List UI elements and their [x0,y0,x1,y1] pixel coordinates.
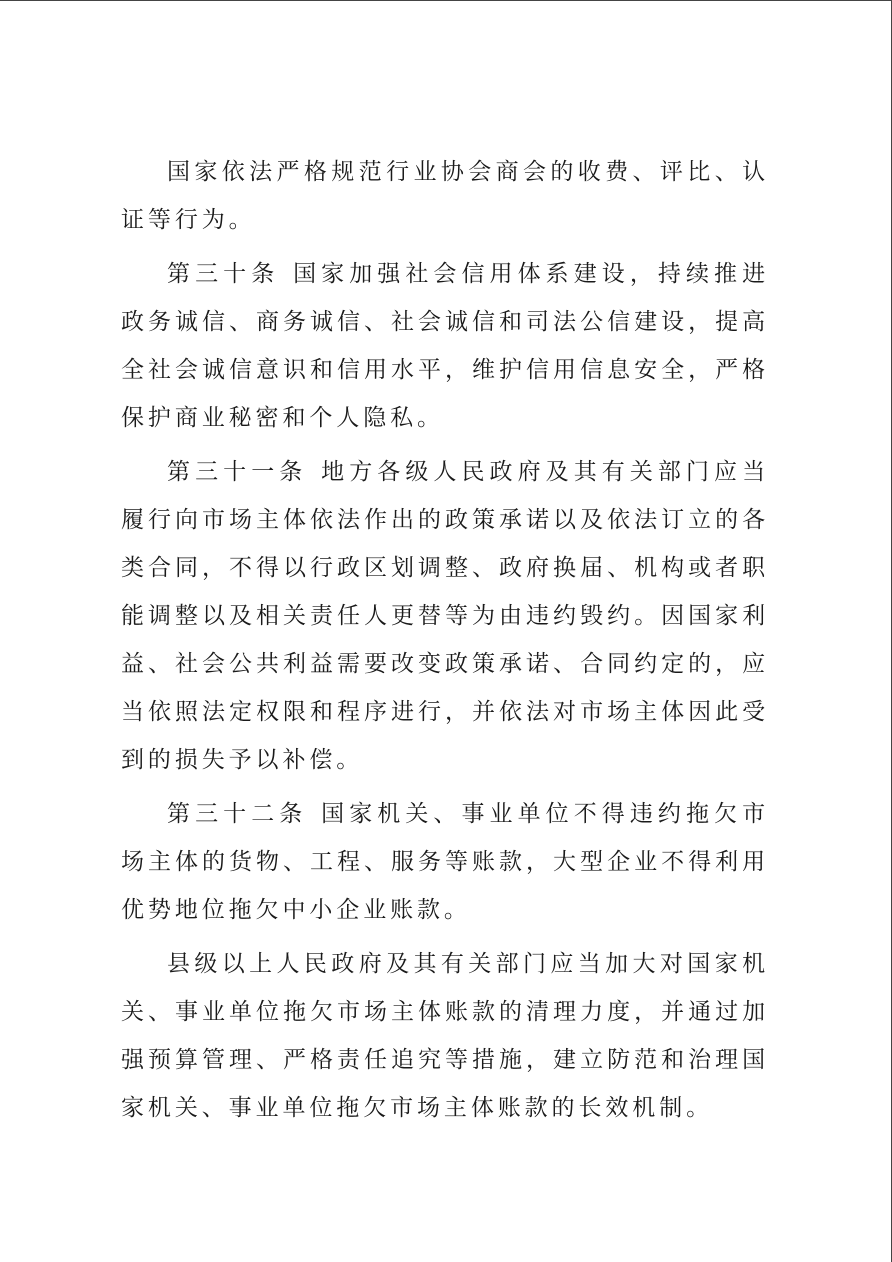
paragraph-text: 县级以上人民政府及其有关部门应当加大对国家机关、事业单位拖欠市场主体账款的清理力度，并通过加强预算管理、严格责任追究等措施，建立防范和治理国家机关、事业单位拖欠市场主体账款的长效机制。 [121,951,769,1121]
paragraph-fee-regulation [121,148,769,244]
article-30 [121,250,769,442]
article-text: 地方各级人民政府及其有关部门应当履行向市场主体依法作出的政策承诺以及依法订立的各类合同，不得以行政区划调整、政府换届、机构或者职能调整以及相关责任人更替等为由违约毁约。因国家利益、社会公共利益需要改变政策承诺、合同约定的，应当依照法定权限和程序进行，并依法对市场主体因此受到的损失予以补偿。 [121,459,769,773]
paragraph-arrears-clearance [121,940,769,1132]
article-number: 第三十条 [167,261,280,287]
document-body [121,148,769,1138]
article-number: 第三十二条 [167,801,308,827]
paragraph-text: 国家依法严格规范行业协会商会的收费、评比、认证等行为。 [121,159,769,233]
article-32 [121,790,769,934]
article-text: 国家机关、事业单位不得违约拖欠市场主体的货物、工程、服务等账款，大型企业不得利用优势地位拖欠中小企业账款。 [121,801,769,923]
article-text: 国家加强社会信用体系建设，持续推进政务诚信、商务诚信、社会诚信和司法公信建设，提高全社会诚信意识和信用水平，维护信用信息安全，严格保护商业秘密和个人隐私。 [121,261,769,431]
article-number: 第三十一条 [167,459,308,485]
article-31 [121,448,769,784]
